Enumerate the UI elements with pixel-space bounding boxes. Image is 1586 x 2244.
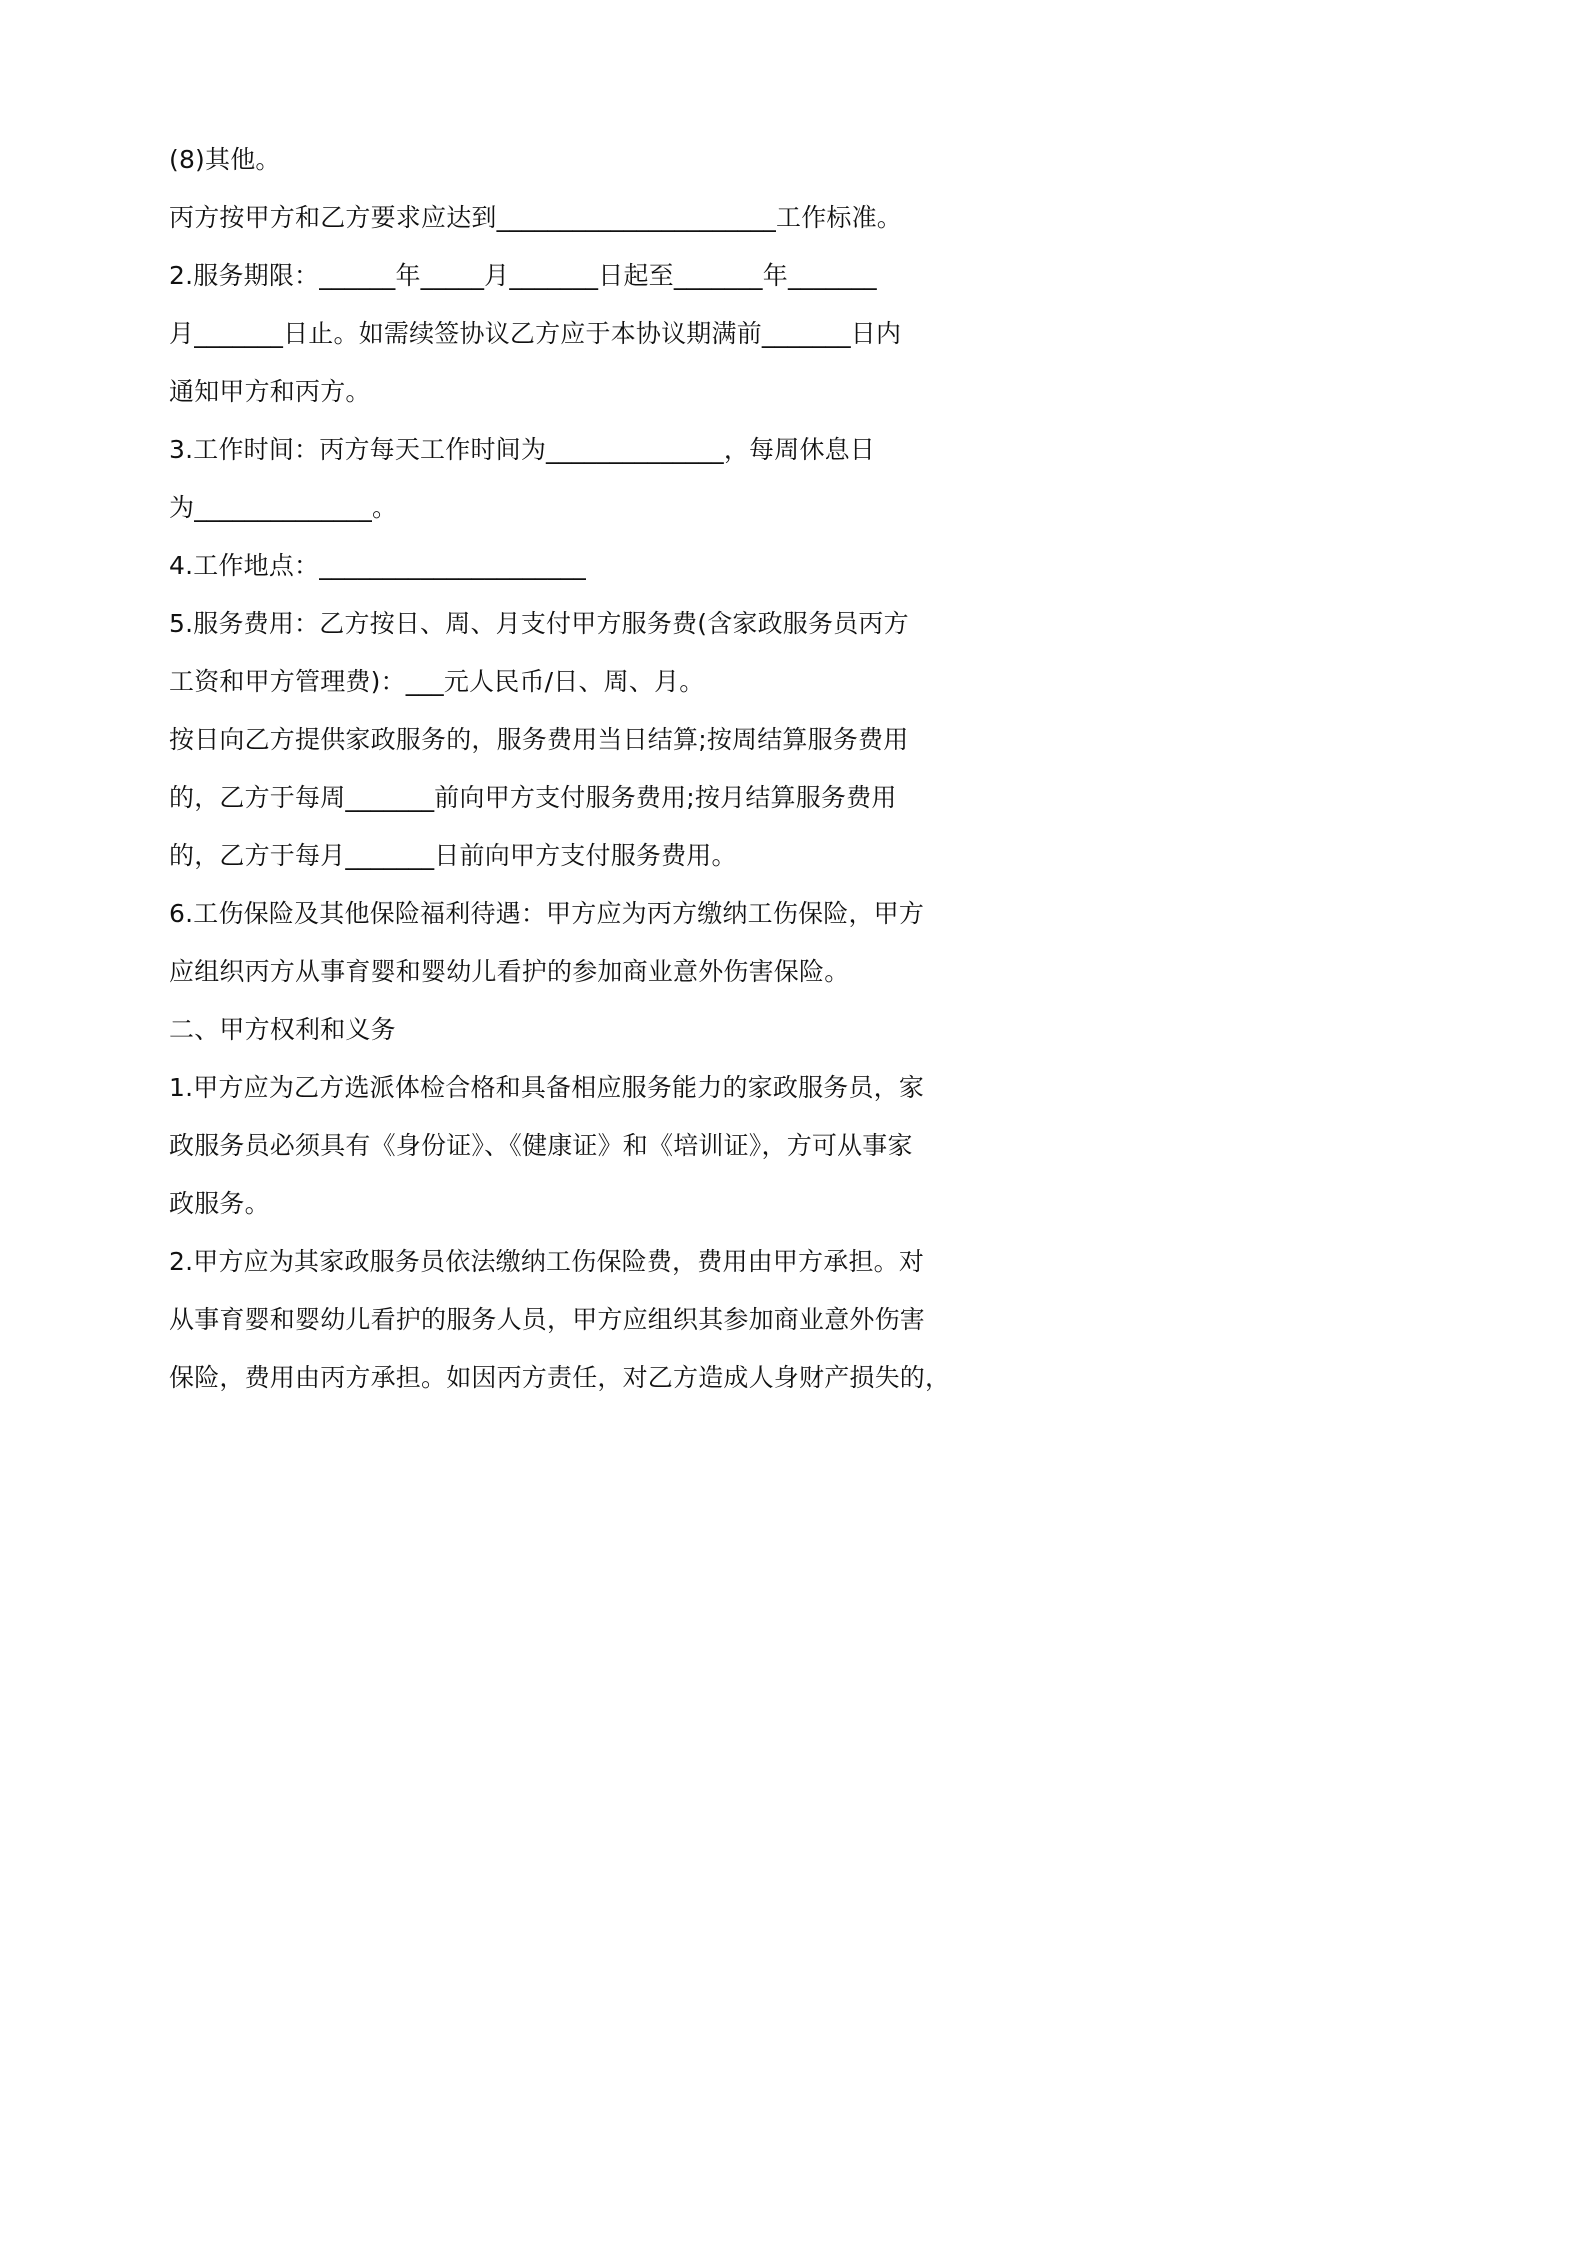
party-a-duty-1-line-3: 政服务。 [169, 1189, 270, 1218]
work-time-line-1: 3.工作时间：丙方每天工作时间为______________，每周休息日 [169, 435, 876, 464]
service-term-line-3: 通知甲方和丙方。 [169, 377, 371, 406]
settlement-line-2: 的，乙方于每周_______前向甲方支付服务费用;按月结算服务费用 [169, 783, 897, 812]
service-fee-line-1: 5.服务费用：乙方按日、周、月支付甲方服务费(含家政服务员丙方 [169, 609, 909, 638]
work-location-line: 4.工作地点：_____________________ [169, 551, 586, 580]
service-fee-line-2: 工资和甲方管理费)：___元人民币/日、周、月。 [169, 667, 705, 696]
party-a-duty-2-line-1: 2.甲方应为其家政服务员依法缴纳工伤保险费，费用由甲方承担。对 [169, 1247, 925, 1276]
service-term-line-1: 2.服务期限：______年_____月_______日起至_______年_______ [169, 261, 877, 290]
party-a-duty-1-line-2: 政服务员必须具有《身份证》、《健康证》和《培训证》，方可从事家 [169, 1131, 913, 1160]
clause-other: (8)其他。 [169, 145, 281, 174]
document-page [0, 0, 1100, 1556]
insurance-line-2: 应组织丙方从事育婴和婴幼儿看护的参加商业意外伤害保险。 [169, 957, 850, 986]
settlement-line-3: 的，乙方于每月_______日前向甲方支付服务费用。 [169, 841, 737, 870]
party-a-duty-2-line-3: 保险，费用由丙方承担。如因丙方责任，对乙方造成人身财产损失的， [169, 1363, 951, 1392]
work-time-line-2: 为______________。 [169, 493, 398, 522]
insurance-line-1: 6.工伤保险及其他保险福利待遇：甲方应为丙方缴纳工伤保险，甲方 [169, 899, 925, 928]
section-heading-party-a: 二、甲方权利和义务 [169, 1015, 396, 1044]
work-standard-line: 丙方按甲方和乙方要求应达到______________________工作标准。 [169, 203, 903, 232]
settlement-line-1: 按日向乙方提供家政服务的，服务费用当日结算;按周结算服务费用 [169, 725, 909, 754]
party-a-duty-1-line-1: 1.甲方应为乙方选派体检合格和具备相应服务能力的家政服务员，家 [169, 1073, 925, 1102]
service-term-line-2: 月_______日止。如需续签协议乙方应于本协议期满前_______日内 [169, 319, 902, 348]
party-a-duty-2-line-2: 从事育婴和婴幼儿看护的服务人员，甲方应组织其参加商业意外伤害 [169, 1305, 926, 1334]
